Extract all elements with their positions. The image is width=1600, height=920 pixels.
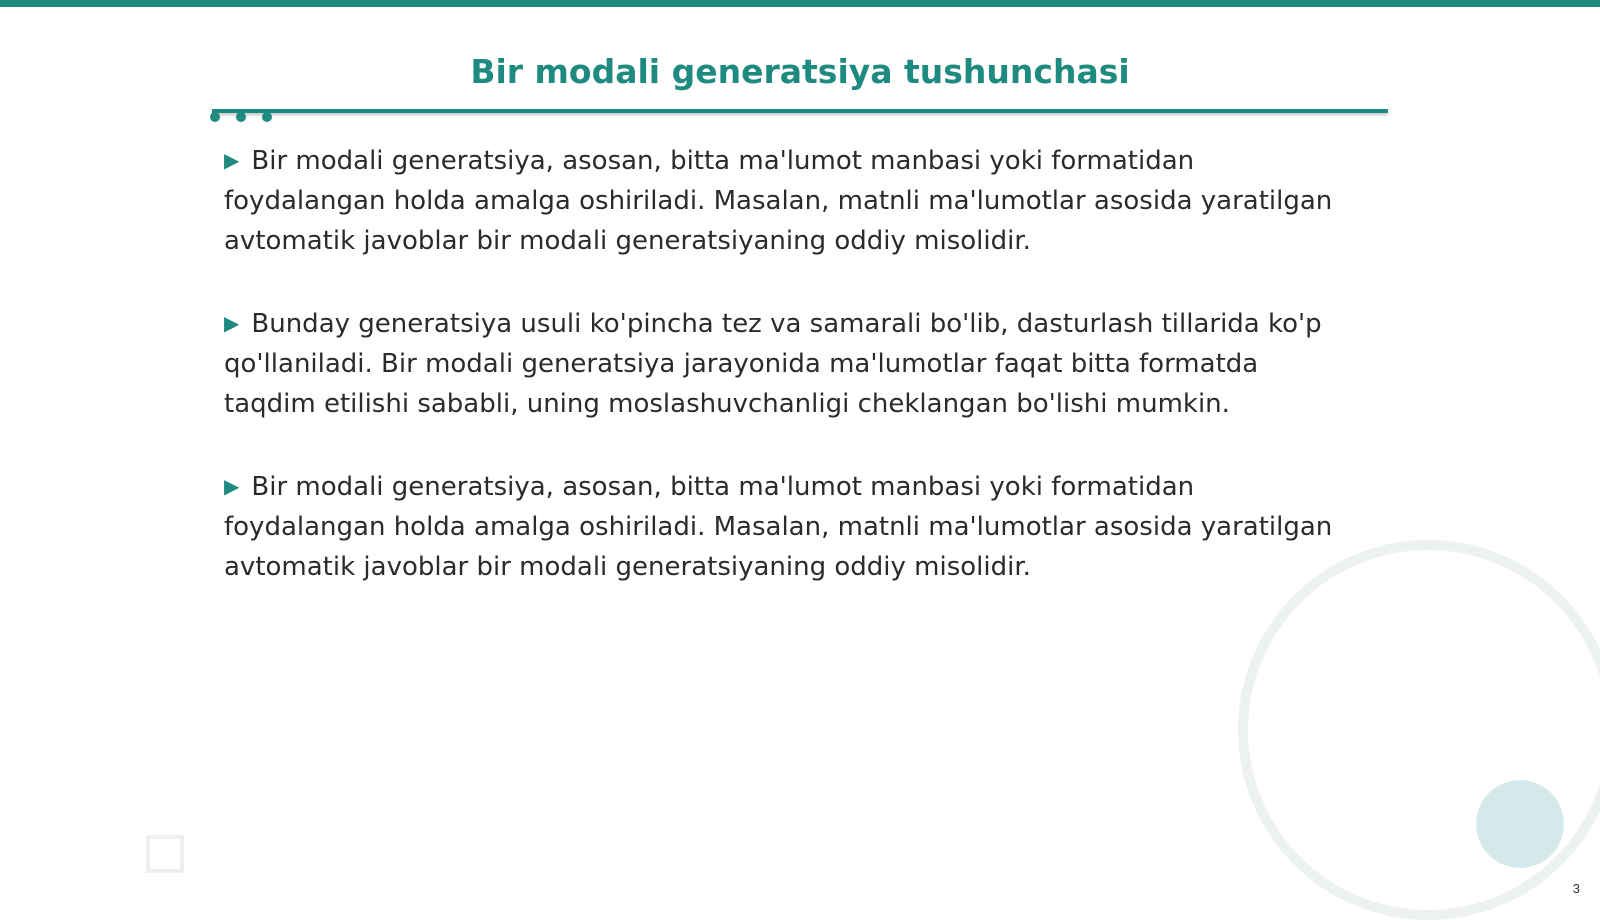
bullet-arrow-icon: ▶ (224, 148, 240, 172)
bullet-paragraph (224, 140, 1384, 261)
bullet-text: Bunday generatsiya usuli ko'pincha tez va samarali bo'lib, dasturlash tillarida ko'p qo'llaniladi. Bir modali generatsiya jarayonida ma'lumotlar faqat bitta formatda taqdim etilishi sababli, uning moslashuvchanligi cheklangan bo'lishi mumkin. (224, 309, 1322, 419)
bullet-paragraph (224, 303, 1384, 424)
title-underline (212, 109, 1388, 113)
bullet-paragraph (224, 466, 1384, 587)
decorative-circle (1476, 780, 1564, 868)
bullet-text: Bir modali generatsiya, asosan, bitta ma'lumot manbasi yoki formatidan foydalangan holda amalga oshiriladi. Masalan, matnli ma'lumotlar asosida yaratilgan avtomatik javoblar bir modali generatsiyaning oddiy misolidir. (224, 472, 1333, 582)
decorative-dot (236, 112, 246, 122)
slide-body (224, 140, 1384, 629)
page-number: 3 (1572, 881, 1580, 896)
slide-title: Bir modali generatsiya tushunchasi (470, 52, 1130, 91)
decorative-dot (210, 112, 220, 122)
decorative-square (146, 835, 184, 873)
bullet-arrow-icon: ▶ (224, 311, 240, 335)
bullet-text: Bir modali generatsiya, asosan, bitta ma'lumot manbasi yoki formatidan foydalangan holda amalga oshiriladi. Masalan, matnli ma'lumotlar asosida yaratilgan avtomatik javoblar bir modali generatsiyaning oddiy misolidir. (224, 146, 1333, 256)
decorative-ring (1238, 540, 1600, 920)
decorative-dot (262, 112, 272, 122)
top-accent-bar (0, 0, 1600, 7)
bullet-arrow-icon: ▶ (224, 474, 240, 498)
